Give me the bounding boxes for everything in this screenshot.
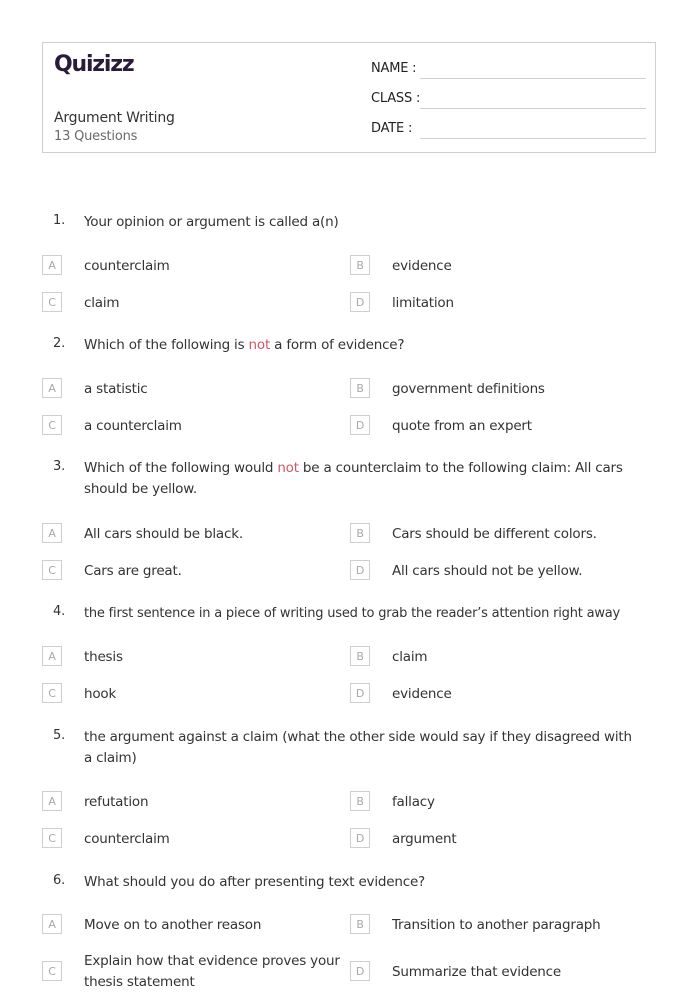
question-text bbox=[84, 458, 629, 500]
option-letter: B bbox=[350, 378, 370, 398]
option-text: All cars should be black. bbox=[84, 526, 243, 542]
option-letter: D bbox=[350, 415, 370, 435]
question-highlight: not bbox=[277, 460, 299, 476]
worksheet-header bbox=[42, 42, 656, 153]
option-letter: C bbox=[42, 415, 62, 435]
option-text: a statistic bbox=[84, 381, 148, 397]
option-text: Cars are great. bbox=[84, 563, 182, 579]
option-text: claim bbox=[84, 295, 120, 311]
question-text-part: the argument against a claim (what the other side would say if they disagreed with a claim) bbox=[84, 729, 632, 766]
option-text: counterclaim bbox=[84, 258, 170, 274]
question-text-part: What should you do after presenting text evidence? bbox=[84, 874, 426, 890]
question-text-part: the first sentence in a piece of writing used to grab the reader’s attention right away bbox=[84, 606, 621, 621]
option-text: Move on to another reason bbox=[84, 917, 262, 933]
option-letter: D bbox=[350, 560, 370, 580]
option-letter: D bbox=[350, 828, 370, 848]
option-text: government definitions bbox=[392, 381, 545, 397]
option-text: refutation bbox=[84, 794, 149, 810]
option-letter: D bbox=[350, 683, 370, 703]
option-letter: C bbox=[42, 828, 62, 848]
date-line bbox=[420, 138, 646, 139]
option-text: fallacy bbox=[392, 794, 435, 810]
option-text: hook bbox=[84, 686, 117, 702]
option-letter: B bbox=[350, 255, 370, 275]
question-count: 13 Questions bbox=[54, 129, 138, 144]
question-highlight: not bbox=[248, 337, 271, 353]
question-text bbox=[84, 603, 684, 624]
option-letter: C bbox=[42, 961, 62, 981]
option-letter: C bbox=[42, 560, 62, 580]
quizizz-logo: Quizizz bbox=[54, 52, 134, 77]
option-letter: A bbox=[42, 523, 62, 543]
option-letter: A bbox=[42, 255, 62, 275]
option-text: counterclaim bbox=[84, 831, 170, 847]
question-number: 3. bbox=[53, 459, 66, 474]
option-text: claim bbox=[392, 649, 428, 665]
option-letter: B bbox=[350, 914, 370, 934]
option-letter: D bbox=[350, 961, 370, 981]
option-text: Explain how that evidence proves your thesis statement bbox=[84, 953, 340, 990]
question-text bbox=[84, 335, 644, 356]
question-text-part: Which of the following would bbox=[84, 460, 278, 476]
name-line bbox=[420, 78, 646, 79]
question-number: 1. bbox=[53, 213, 66, 228]
question-text-part: a form of evidence? bbox=[270, 337, 405, 353]
option-letter: A bbox=[42, 914, 62, 934]
question-text-part: be a counterclaim to the following claim: All cars should be yellow. bbox=[84, 460, 623, 497]
option-text: a counterclaim bbox=[84, 418, 182, 434]
option-text: Summarize that evidence bbox=[392, 964, 561, 980]
question-text bbox=[84, 727, 639, 769]
option-letter: C bbox=[42, 292, 62, 312]
option-letter: B bbox=[350, 791, 370, 811]
option-text: thesis bbox=[84, 649, 123, 665]
question-text bbox=[84, 212, 644, 233]
question-text-part: Your opinion or argument is called a(n) bbox=[84, 214, 339, 230]
question-number: 4. bbox=[53, 604, 66, 619]
question-number: 6. bbox=[53, 873, 66, 888]
question-text-part: Which of the following is bbox=[84, 337, 249, 353]
option-letter: B bbox=[350, 646, 370, 666]
option-text: quote from an expert bbox=[392, 418, 532, 434]
option-letter: A bbox=[42, 791, 62, 811]
option-letter: A bbox=[42, 378, 62, 398]
question-number: 2. bbox=[53, 336, 66, 351]
option-text: evidence bbox=[392, 258, 452, 274]
option-text: argument bbox=[392, 831, 457, 847]
option-text: evidence bbox=[392, 686, 452, 702]
option-text: All cars should not be yellow. bbox=[392, 563, 583, 579]
option-letter: B bbox=[350, 523, 370, 543]
option-letter: A bbox=[42, 646, 62, 666]
worksheet-title: Argument Writing bbox=[54, 110, 175, 126]
date-label: DATE : bbox=[371, 121, 413, 136]
class-line bbox=[420, 108, 646, 109]
option-text: limitation bbox=[392, 295, 454, 311]
option-text: Transition to another paragraph bbox=[392, 917, 601, 933]
question-number: 5. bbox=[53, 728, 66, 743]
question-text bbox=[84, 872, 644, 893]
class-label: CLASS : bbox=[371, 91, 421, 106]
option-letter: C bbox=[42, 683, 62, 703]
option-text: Cars should be different colors. bbox=[392, 526, 597, 542]
option-letter: D bbox=[350, 292, 370, 312]
name-label: NAME : bbox=[371, 61, 417, 76]
